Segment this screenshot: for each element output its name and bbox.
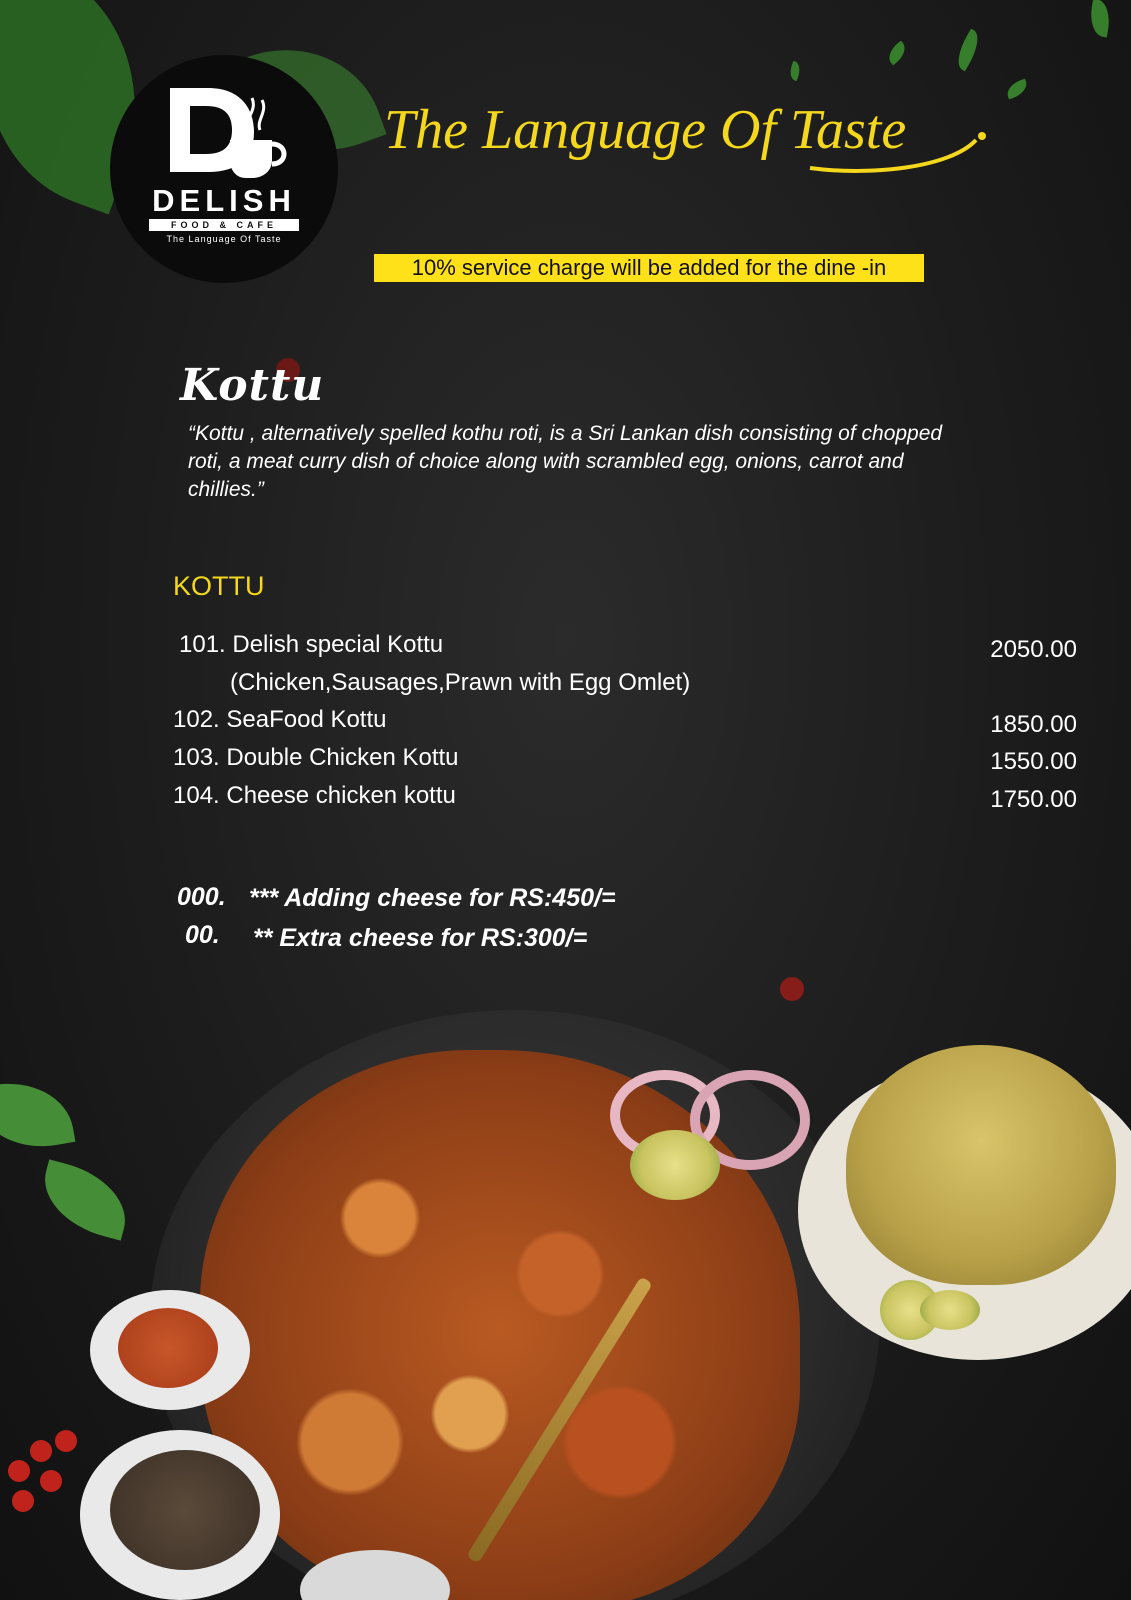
menu-item-price: 1750.00 <box>990 786 1077 813</box>
lime-wedge <box>920 1290 980 1330</box>
cafe-logo-icon <box>168 80 298 180</box>
leaf-decoration <box>1004 79 1029 100</box>
menu-item-name: 104. Cheese chicken kottu <box>173 782 456 809</box>
menu-item-name: 101. Delish special Kottu <box>179 631 444 658</box>
menu-item-price: 1550.00 <box>990 748 1077 775</box>
leaf-decoration <box>1087 0 1113 37</box>
tomato <box>30 1440 52 1462</box>
menu-item-name: 102. SeaFood Kottu <box>173 706 387 733</box>
note-code: 00. <box>185 921 220 949</box>
food-photo <box>0 990 1131 1600</box>
section-title: Kottu <box>180 360 325 411</box>
lime-slice <box>630 1130 720 1200</box>
leaf-decoration <box>884 41 910 66</box>
section-description: “Kottu , alternatively spelled kothu roti, is a Sri Lankan dish consisting of chopped roti, a meat curry dish of choice along with scrambled egg, onions, carrot and chillies.” <box>188 422 943 501</box>
service-charge-banner: 10% service charge will be added for the dine -in <box>374 254 924 282</box>
menu-item-price: 1850.00 <box>990 711 1077 738</box>
tomato <box>55 1430 77 1452</box>
spice-noodles <box>118 1308 218 1388</box>
leaf-decoration <box>787 61 803 81</box>
tomato <box>12 1490 34 1512</box>
tomato <box>8 1460 30 1482</box>
tomato <box>40 1470 62 1492</box>
headline: The Language Of Taste <box>384 99 907 161</box>
swoosh-decoration <box>800 128 990 178</box>
category-heading: KOTTU <box>173 571 265 601</box>
brand-sub: FOOD & CAFE <box>149 219 299 231</box>
note-text: *** Adding cheese for RS:450/= <box>249 884 616 912</box>
side-dish <box>846 1045 1116 1285</box>
brand-name: DELISH <box>152 183 296 218</box>
note-code: 000. <box>177 883 226 911</box>
menu-item-name: 103. Double Chicken Kottu <box>173 744 459 771</box>
leaf-decoration <box>951 29 985 72</box>
brand-tagline: The Language Of Taste <box>166 234 282 244</box>
peppercorns <box>110 1450 260 1570</box>
menu-item-price: 2050.00 <box>990 636 1077 663</box>
menu-item-detail: (Chicken,Sausages,Prawn with Egg Omlet) <box>230 669 691 696</box>
note-text: ** Extra cheese for RS:300/= <box>253 924 588 952</box>
